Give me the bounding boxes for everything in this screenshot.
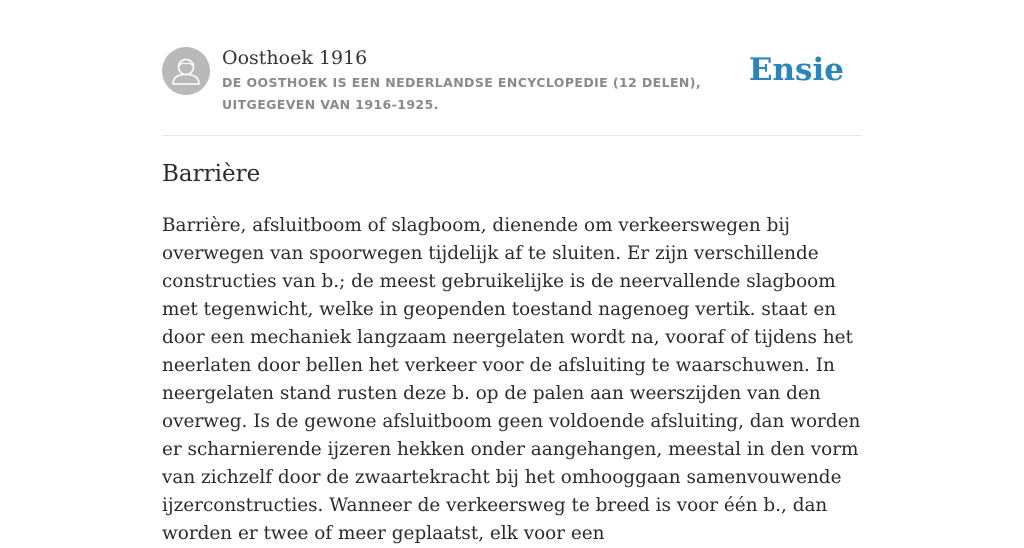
source-title[interactable]: Oosthoek 1916 bbox=[222, 47, 368, 69]
source-header bbox=[162, 46, 862, 116]
source-description: DE OOSTHOEK IS EEN NEDERLANDSE ENCYCLOPEDIE (12 DELEN), UITGEGEVEN VAN 1916-1925. bbox=[222, 75, 702, 112]
divider bbox=[162, 135, 862, 136]
article-title: Barrière bbox=[162, 161, 261, 187]
user-silhouette-icon bbox=[162, 47, 210, 95]
article-body: Barrière, afsluitboom of slagboom, dienende om verkeerswegen bij overwegen van spoorwegen tijdelijk af te sluiten. Er zijn verschillende constructies van b.; de meest gebruikelijke is de neervallende slagboom met tegenwicht, welke in geopenden toestand nagenoeg vertik. staat en door een mechaniek langzaam neergelaten wordt na, vooraf of tijdens het neerlaten door bellen het verkeer voor de afsluiting te waarschuwen. In neergelaten stand rusten deze b. op de palen aan weerszijden van den overweg. Is de gewone afsluitboom geen voldoende afsluiting, dan worden er scharnierende ijzeren hekken onder aangehangen, meestal in den vorm van zichzelf door de zwaartekracht bij het omhooggaan samenvouwende ijzerconstructies. Wanneer de verkeersweg te breed is voor één b., dan worden er twee of meer geplaatst, elk voor een bbox=[162, 215, 861, 544]
brand-logo[interactable]: Ensie bbox=[748, 52, 844, 88]
